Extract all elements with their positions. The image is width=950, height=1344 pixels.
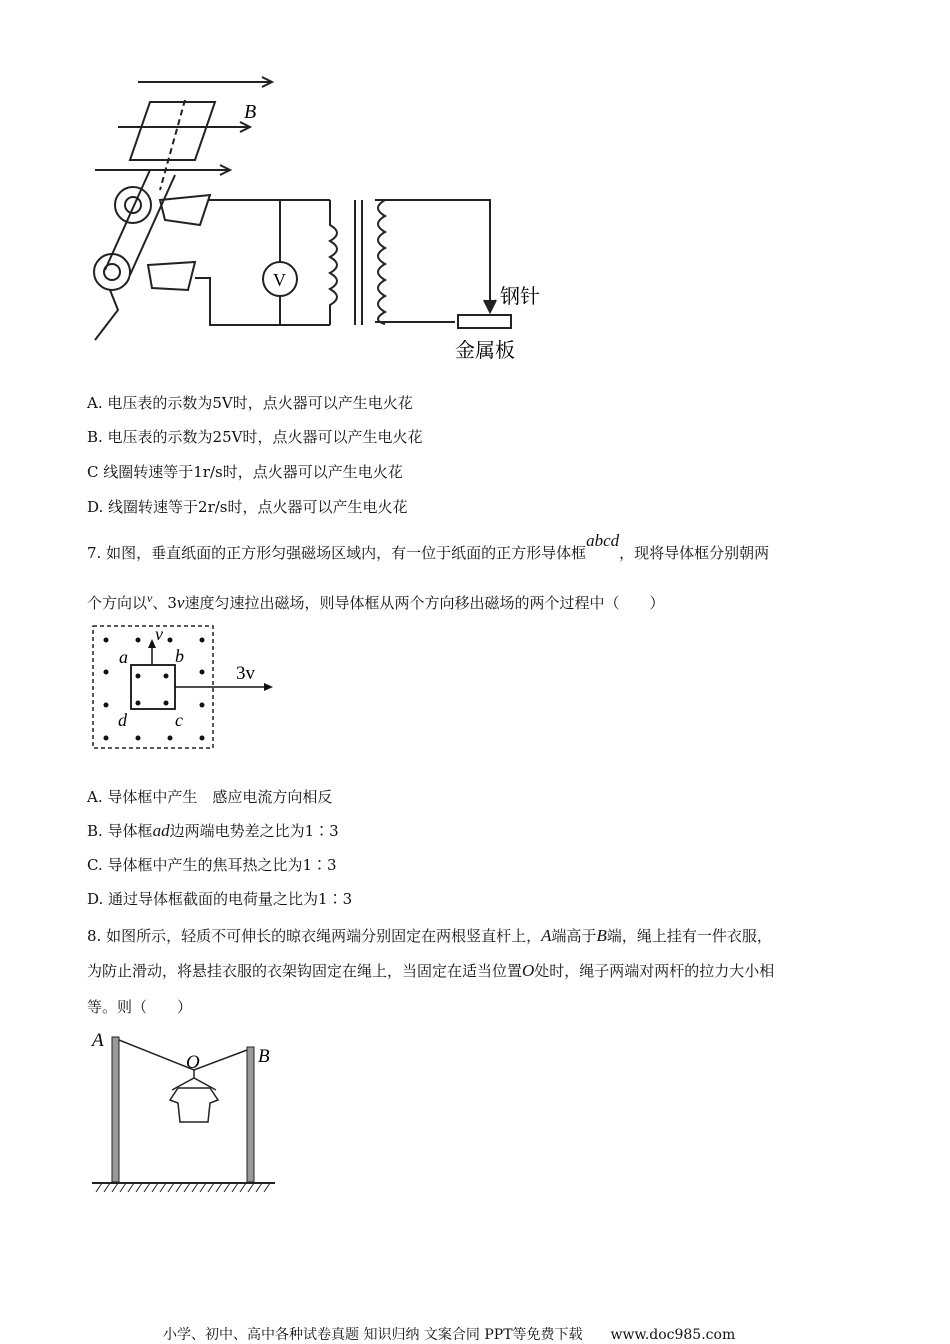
q7-option-b xyxy=(87,820,339,841)
q8-stem-line2 xyxy=(87,960,774,981)
magnetic-field-figure xyxy=(88,622,288,752)
q7-stem-text1: 7. 如图，垂直纸面的正方形匀强磁场区域内，有一位于纸面的正方形导体框 xyxy=(87,544,587,562)
fig-label-b: B xyxy=(258,1046,270,1067)
q8-stem-line3: 等。则（ ） xyxy=(87,998,193,1016)
fig-3v-label: 3v xyxy=(236,663,255,684)
fig-c-label: c xyxy=(175,710,183,730)
q6-option-a: A. 电压表的示数为5V时，点火器可以产生电火花 xyxy=(87,394,413,412)
clothesline-figure xyxy=(88,1025,288,1195)
field-label-b: B xyxy=(244,101,257,123)
fig-label-o: O xyxy=(186,1052,200,1073)
q7-v: v xyxy=(147,591,153,605)
q7-v2: v xyxy=(176,593,185,612)
q8-o: O xyxy=(522,961,535,980)
q7-stem-text3: 个方向以 xyxy=(87,594,148,612)
generator-circuit-figure xyxy=(80,70,560,370)
plate-label: 金属板 xyxy=(455,340,515,362)
q6-option-c: C 线圈转速等于1r/s时，点火器可以产生电火花 xyxy=(87,463,403,481)
q7-option-c: C. 导体框中产生的焦耳热之比为1∶3 xyxy=(87,856,337,874)
q7-stem-line1 xyxy=(87,531,770,563)
q7-frame-name: abcd xyxy=(586,531,620,550)
q8-b: B xyxy=(596,926,607,945)
q8-stem-line1 xyxy=(87,925,772,946)
q8-text4: 为防止滑动，将悬挂衣服的衣架钩固定在绳上，当固定在适当位置 xyxy=(87,962,523,980)
voltmeter-label: V xyxy=(273,270,286,290)
q7-stem-text5: 速度匀速拉出磁场，则导体框从两个方向移出磁场的两个过程中（ ） xyxy=(184,594,665,612)
q7-stem-text4: 、3 xyxy=(152,594,177,612)
fig-v-label: v xyxy=(155,624,163,644)
q7-option-b-post: 边两端电势差之比为1∶3 xyxy=(169,822,339,840)
q8-text3: 端，绳上挂有一件衣服， xyxy=(606,927,772,945)
fig-b-label: b xyxy=(175,646,184,666)
q7-option-d: D. 通过导体框截面的电荷量之比为1∶3 xyxy=(87,890,353,908)
q8-text1: 8. 如图所示，轻质不可伸长的晾衣绳两端分别固定在两根竖直杆上， xyxy=(87,927,542,945)
needle-label: 钢针 xyxy=(500,286,540,308)
q8-a: A xyxy=(541,926,552,945)
q7-option-a: A. 导体框中产生 感应电流方向相反 xyxy=(87,788,333,806)
q8-text5: 处时，绳子两端对两杆的拉力大小相 xyxy=(534,962,775,980)
q7-stem-line2 xyxy=(87,592,664,613)
q7-stem-text2: ，现将导体框分别朝两 xyxy=(619,544,770,562)
footer-text: 小学、初中、高中各种试卷真题 知识归纳 文案合同 PPT等免费下载 www.doc985.com xyxy=(163,1327,736,1343)
fig-label-a: A xyxy=(92,1030,104,1051)
q7-option-b-var: ad xyxy=(152,821,170,840)
q7-option-b-pre: B. 导体框 xyxy=(87,822,153,840)
fig-a-label: a xyxy=(119,647,128,667)
q6-option-d: D. 线圈转速等于2r/s时，点火器可以产生电火花 xyxy=(87,498,408,516)
q8-text2: 端高于 xyxy=(551,927,597,945)
q6-option-b: B. 电压表的示数为25V时，点火器可以产生电火花 xyxy=(87,428,423,446)
fig-d-label: d xyxy=(118,710,127,730)
